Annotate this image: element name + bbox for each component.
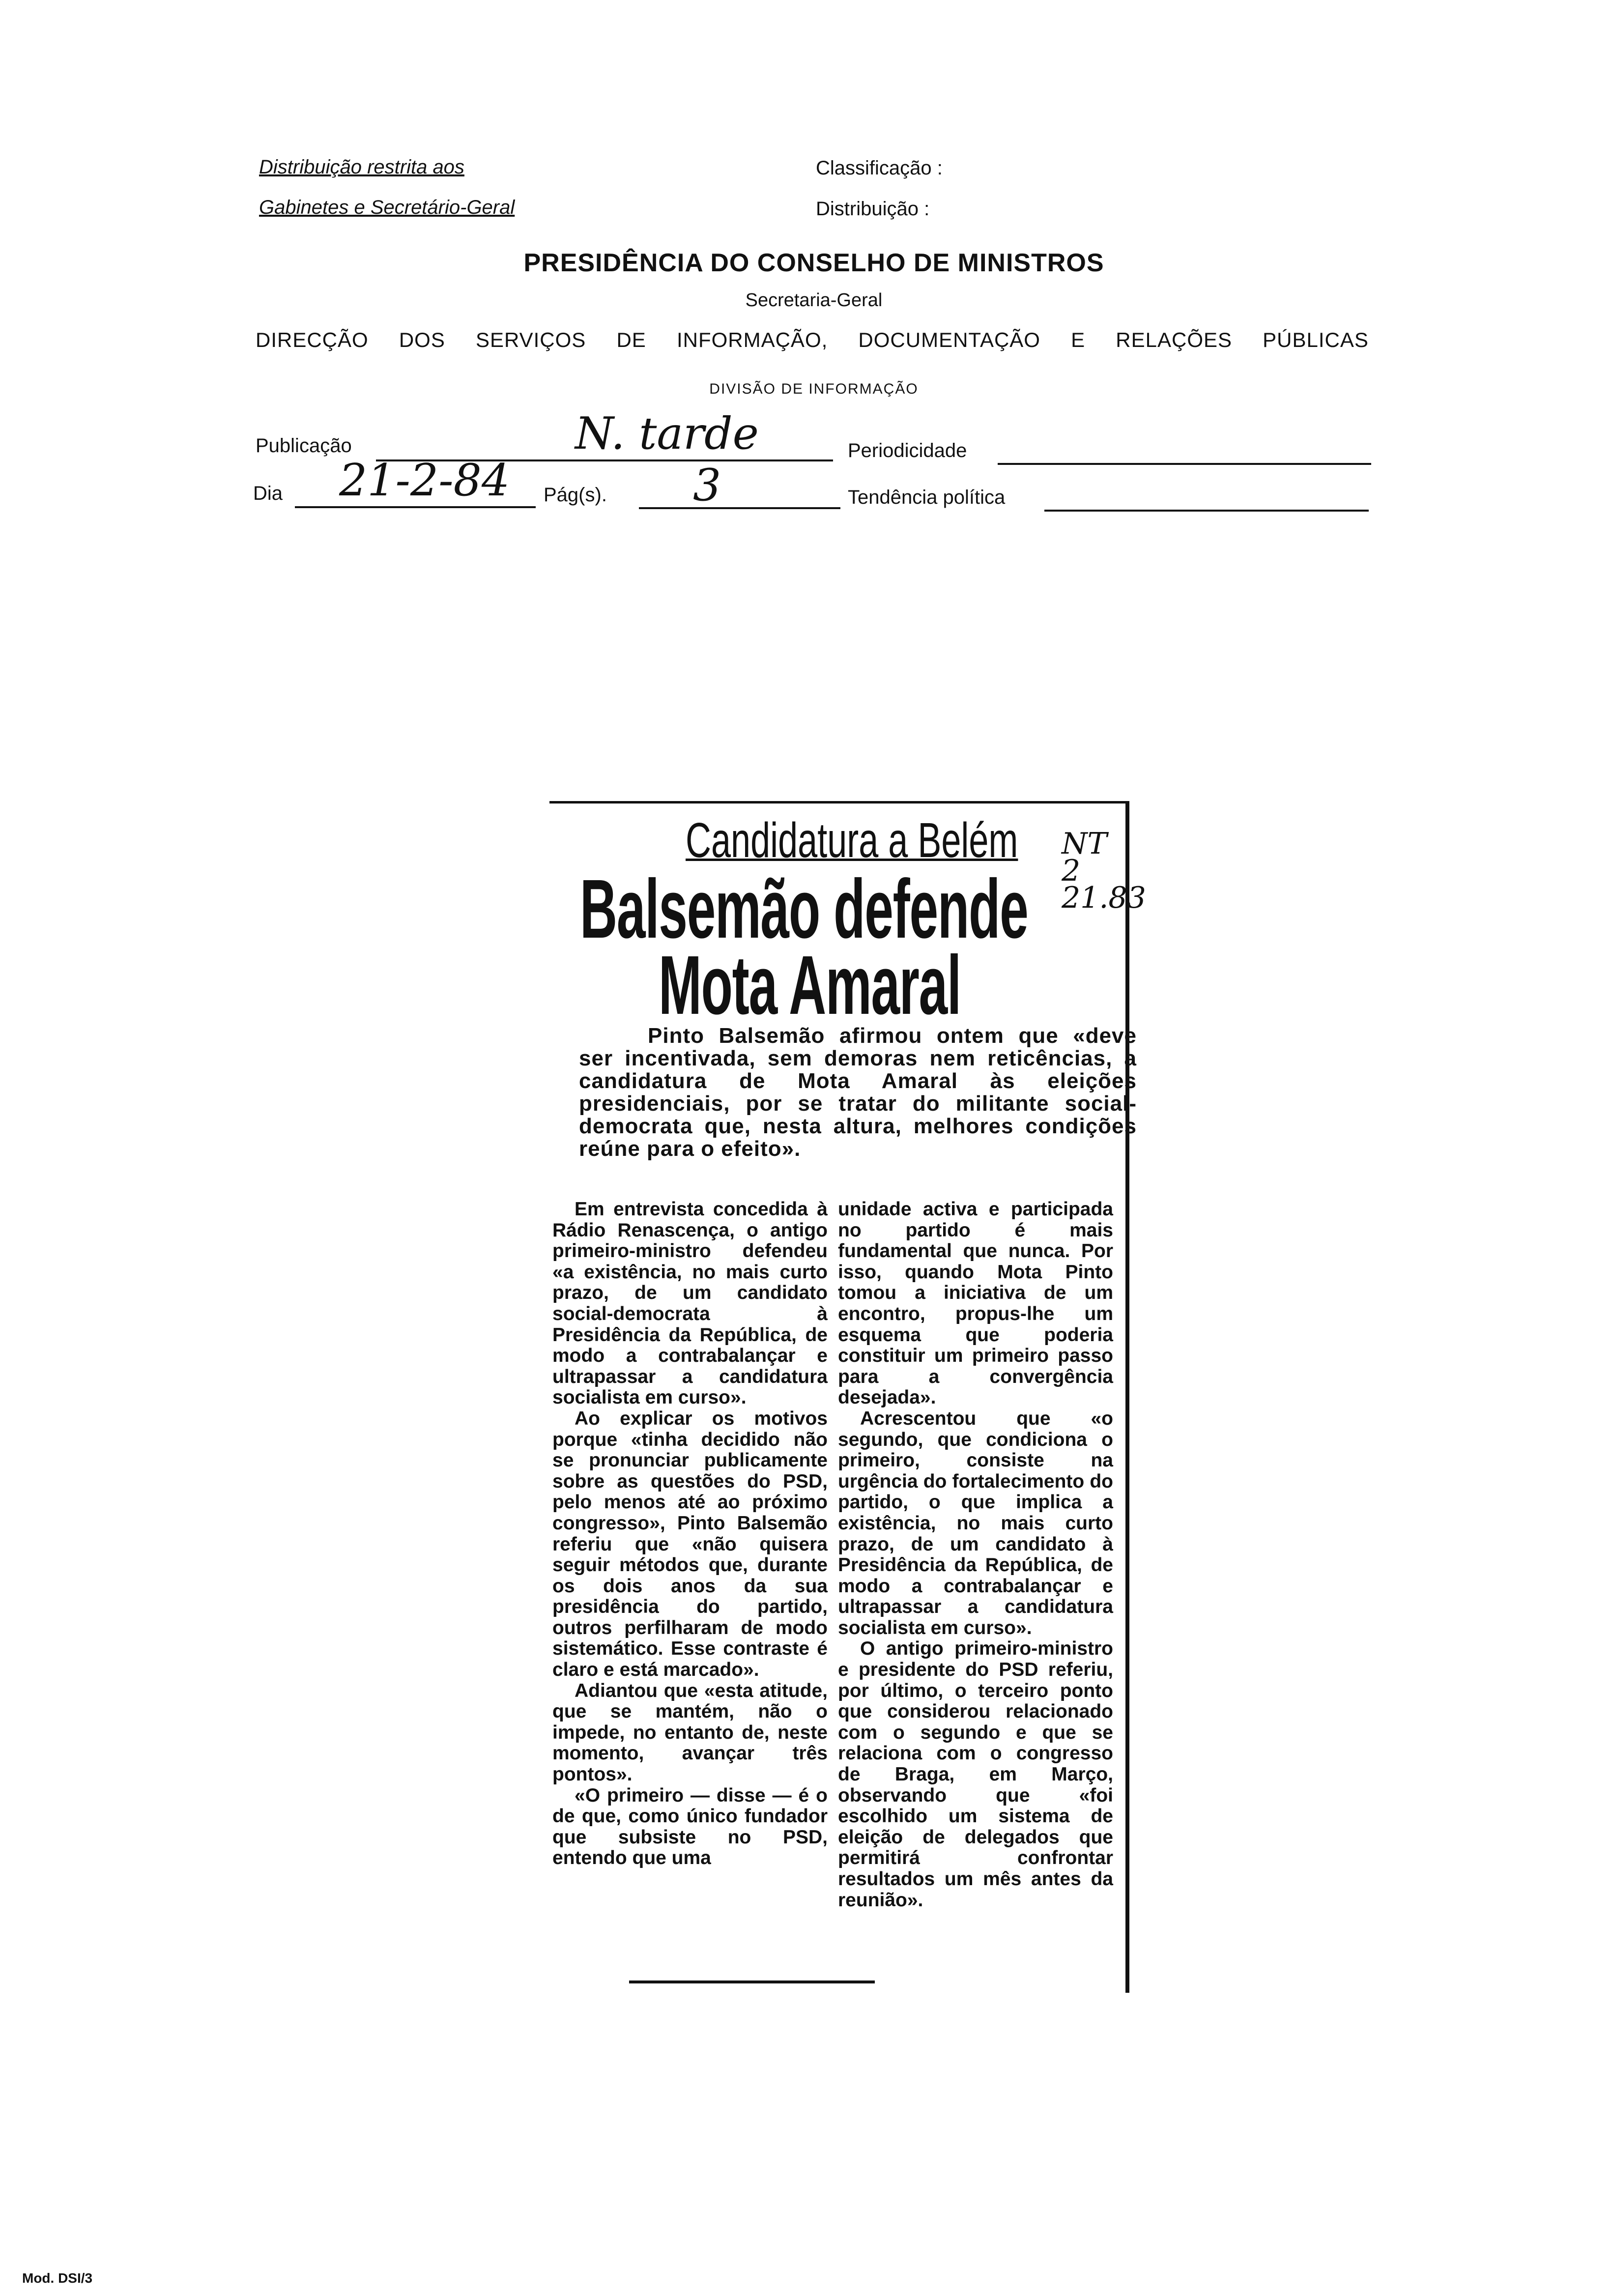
restriction-line-1: Distribuição restrita aos <box>259 156 464 178</box>
pags-field-line <box>639 507 840 509</box>
direccao-word: INFORMAÇÃO, <box>676 328 828 351</box>
publicacao-label: Publicação <box>256 435 352 457</box>
direccao-word: DIRECÇÃO <box>256 328 369 351</box>
paragraph: Em entrevista concedida à Rádio Renascença, o antigo primeiro-ministro defendeu «a existência, no mais curto prazo, de um candidato social-democrata à Presidência da República, de modo a contrabalançar e ultrapassar a candidatura socialista em curso». <box>552 1199 828 1408</box>
direccao-word: DOS <box>399 328 445 351</box>
direccao-word: PÚBLICAS <box>1263 328 1369 351</box>
tendencia-label: Tendência política <box>848 487 1006 508</box>
dia-label: Dia <box>253 483 283 504</box>
article-lead: Pinto Balsemão afirmou ontem que «deve ser incentivada, sem demoras nem reticências, a candidatura de Mota Amaral às eleições presidenciais, por se tratar do militante social-democrata que, nesta altura, melhores condições reúne para o efeito». <box>579 1024 1137 1161</box>
periodicidade-field-line <box>998 463 1371 465</box>
form-model-code: Mod. DSI/3 <box>22 2270 93 2286</box>
dia-value: 21-2-84 <box>339 455 510 506</box>
direccao-word: E <box>1071 328 1086 351</box>
paragraph: unidade activa e participada no partido é mais fundamental que nunca. Por isso, quando Mota Pinto tomou a iniciativa de um encontro, propus-lhe um esquema que poderia constituir um primeiro passo para a convergência desejada». <box>838 1199 1113 1408</box>
paragraph: Ao explicar os motivos porque «tinha decidido não se pronunciar publicamente sobre as questões do PSD, pelo menos até ao próximo congresso», Pinto Balsemão referiu que «não quisera seguir métodos que, durante os dois anos da sua presidência do partido, outros perfilharam de modo sistemático. Esse contraste é claro e está marcado». <box>552 1407 828 1681</box>
paragraph: Acrescentou que «o segundo, que condiciona o primeiro, consiste na urgência do fortalecimento do partido, o que implica a existência, no mais curto prazo, de um candidato à Presidência da República, de modo a contrabalançar e ultrapassar a candidatura socialista em curso». <box>838 1407 1113 1638</box>
article-headline-2: Mota Amaral <box>659 939 961 1032</box>
dia-field-line <box>295 506 536 508</box>
restriction-line-2: Gabinetes e Secretário-Geral <box>259 197 515 218</box>
article-column-2 <box>838 1199 1113 1911</box>
direccao-line <box>256 328 1369 352</box>
distribuicao-label: Distribuição : <box>816 198 930 220</box>
direccao-word: RELAÇÕES <box>1116 328 1233 351</box>
divisao-label: DIVISÃO DE INFORMAÇÃO <box>709 381 919 397</box>
article-headline-1: Balsemão defende <box>580 862 1028 956</box>
periodicidade-label: Periodicidade <box>848 440 967 461</box>
pags-value: 3 <box>693 459 721 511</box>
article-column-1 <box>552 1199 828 1869</box>
page-title: PRESIDÊNCIA DO CONSELHO DE MINISTROS <box>523 249 1104 277</box>
classificacao-label: Classificação : <box>816 157 943 179</box>
paragraph: Adiantou que «esta atitude, que se mantém, não o impede, no entanto de, neste momento, avançar três pontos». <box>552 1680 828 1785</box>
handwritten-annotation: NT 2 21.83 <box>1062 827 1146 915</box>
pags-label: Pág(s). <box>544 484 607 506</box>
article-bottom-rule <box>629 1980 875 1983</box>
paragraph: O antigo primeiro-ministro e presidente do PSD referiu, por último, o terceiro ponto que considerou relacionado com o segundo e que se relaciona com o congresso de Braga, em Março, observando que «foi escolhido um sistema de eleição de delegados que permitirá confrontar resultados um mês antes da reunião». <box>838 1638 1113 1911</box>
publicacao-value: N. tarde <box>575 408 759 459</box>
paragraph: «O primeiro — disse — é o de que, como único fundador que subsiste no PSD, entendo que uma <box>552 1784 828 1869</box>
tendencia-field-line <box>1044 510 1369 512</box>
page-subtitle: Secretaria-Geral <box>745 290 883 311</box>
direccao-word: DOCUMENTAÇÃO <box>858 328 1040 351</box>
direccao-word: DE <box>616 328 646 351</box>
direccao-word: SERVIÇOS <box>476 328 586 351</box>
article-kicker: Candidatura a Belém <box>686 813 1018 868</box>
